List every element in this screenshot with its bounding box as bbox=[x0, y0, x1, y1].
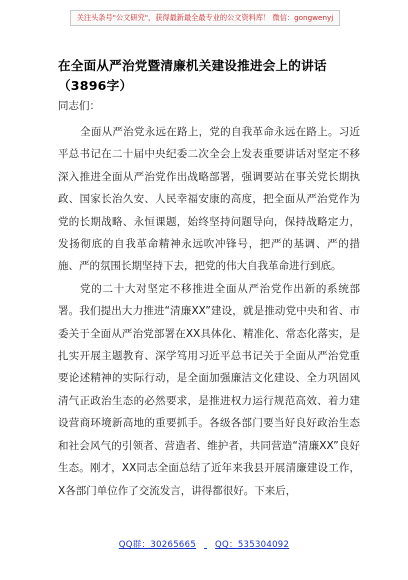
footer-contact bbox=[0, 538, 408, 550]
qq-contact-link[interactable]: QQ：535304092 bbox=[215, 540, 290, 550]
qq-group-link[interactable]: QQ群：30265665 bbox=[118, 540, 197, 550]
document-title: 在全面从严治党暨清廉机关建设推进会上的讲话（3896字） bbox=[58, 58, 327, 93]
header-banner: 关注头条号"公文研究"，获得最新最全最专业的公文资料库！ 微信：gongwenyj bbox=[70, 10, 340, 26]
paragraph: 全面从严治党永远在路上，党的自我革命永远在路上。习近平总书记在二十届中央纪委二次全会上发表重要讲话对坚定不移深入推进全面从严治党作出战略部署，强调要站在事关党长期执政、国家长治久安、人民幸福安康的高度，把全面从严治党作为党的长期战略、永恒课题，始终坚持问题导向，保持战略定力，发扬彻底的自我革命精神永远吹冲锋号，把严的基调、严的措施、严的氛围长期坚持下去，把党的伟大自我革命进行到底。 bbox=[58, 126, 360, 273]
document-body bbox=[58, 121, 360, 502]
salutation: 同志们： bbox=[58, 100, 100, 112]
paragraph: 党的二十大对坚定不移推进全面从严治党作出新的系统部署。我们提出大力推进“清廉XX”建设，就是推动党中央和省、市委关于全面从严治党部署在XX具体化、精准化、常态化落实，是扎实开展主题教育、深学笃用习近平总书记关于全面从严治党重要论述精神的实际行动，是全面加强廉洁文化建设、全力巩固风清气正政治生态的必然要求，是推进权力运行规范高效、着力建设营商环境新高地的重要抓手。各级各部门要当好良好政治生态和社会风气的引领者、营造者、维护者，共同营造“清廉XX”良好生态。刚才，XX同志全面总结了近年来我县开展清廉建设工作，X各部门单位作了交流发言，讲得都很好。下来后， bbox=[58, 282, 360, 497]
